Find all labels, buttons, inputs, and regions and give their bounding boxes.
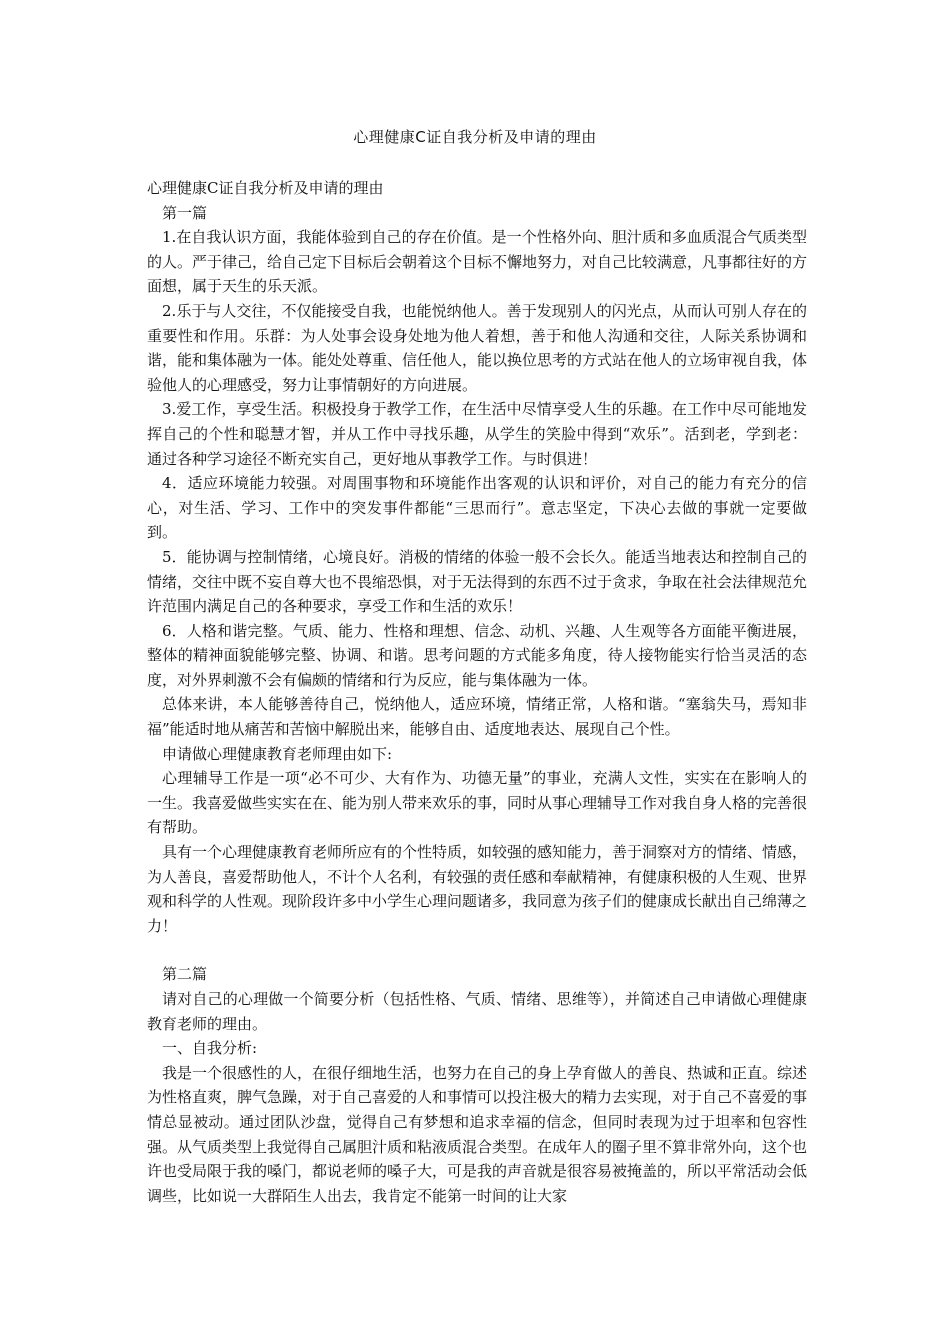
paragraph: 4．适应环境能力较强。对周围事物和环境能作出客观的认识和评价，对自己的能力有充分的信心，对生活、学习、工作中的突发事件都能“三思而行”。意志坚定，下决心去做的事就一定要做到。 — [147, 474, 807, 542]
paragraph: 6．人格和谐完整。气质、能力、性格和理想、信念、动机、兴趣、人生观等各方面能平衡进展，整体的精神面貌能够完整、协调、和谐。思考问题的方式能多角度，待人接物能实行恰当灵活的态度，对外界刺激不会有偏颇的情绪和行为反应，能与集体融为一体。 — [147, 621, 807, 689]
part2-heading: 第二篇 — [162, 965, 208, 984]
section-heading: 一、自我分析: — [162, 1039, 258, 1058]
paragraph: 3.爱工作，享受生活。积极投身于教学工作，在生活中尽情享受人生的乐趣。在工作中尽可能地发挥自己的个性和聪慧才智，并从工作中寻找乐趣，从学生的笑脸中得到“欢乐”。活到老，学到老：通过各种学习途径不断充实自己，更好地从事教学工作。与时俱进！ — [147, 400, 807, 468]
paragraph: 心理辅导工作是一项“必不可少、大有作为、功德无量”的事业，充满人文性，实实在在影响人的一生。我喜爱做些实实在在、能为别人带来欢乐的事，同时从事心理辅导工作对我自身人格的完善很有帮助。 — [147, 769, 808, 837]
paragraph: 具有一个心理健康教育老师所应有的个性特质，如较强的感知能力，善于洞察对方的情绪、情感，为人善良，喜爱帮助他人，不计个人名利，有较强的责任感和奉献精神，有健康积极的人生观、世界观和科学的人性观。现阶段许多中小学生心理问题诸多，我同意为孩子们的健康成长献出自己绵薄之力！ — [147, 843, 808, 935]
document-title: 心理健康C证自我分析及申请的理由 — [353, 128, 597, 146]
paragraph: 总体来讲，本人能够善待自己，悦纳他人，适应环境，情绪正常，人格和谐。“塞翁失马，焉知非福”能适时地从痛苦和苦恼中解脱出来，能够自由、适度地表达、展现自己个性。 — [147, 695, 807, 739]
part1-heading: 第一篇 — [162, 203, 208, 222]
paragraph: 2.乐于与人交往，不仅能接受自我，也能悦纳他人。善于发现别人的闪光点，从而认可别人存在的重要性和作用。乐群：为人处事会设身处地为他人着想，善于和他人沟通和交往，人际关系协调和谐，能和集体融为一体。能处处尊重、信任他人，能以换位思考的方式站在他人的立场审视自我，体验他人的心理感受，努力让事情朝好的方向进展。 — [147, 301, 808, 394]
document-body — [147, 176, 807, 1208]
paragraph: 我是一个很感性的人，在很仔细地生活，也努力在自己的身上孕育做人的善良、热诚和正直。综述为性格直爽，脾气急躁，对于自己喜爱的人和事情可以投注极大的精力去实现，对于自己不喜爱的事情总显被动。通过团队沙盘，觉得自己有梦想和追求幸福的信念，但同时表现为过于坦率和包容性强。从气质类型上我觉得自己属胆汁质和粘液质混合类型。在成年人的圈子里不算非常外向，这个也许也受局限于我的嗓门，都说老师的嗓子大，可是我的声音就是很容易被掩盖的，所以平常活动会低调些，比如说一大群陌生人出去，我肯定不能第一时间的让大家 — [147, 1063, 808, 1205]
document-subtitle: 心理健康C证自我分析及申请的理由 — [147, 179, 384, 197]
blank-line — [147, 938, 807, 962]
paragraph: 请对自己的心理做一个简要分析（包括性格、气质、情绪、思维等），并简述自己申请做心理健康教育老师的理由。 — [147, 990, 807, 1033]
paragraph: 申请做心理健康教育老师理由如下: — [162, 744, 393, 763]
paragraph: 5．能协调与控制情绪，心境良好。消极的情绪的体验一般不会长久。能适当地表达和控制自己的情绪，交往中既不妄自尊大也不畏缩恐惧，对于无法得到的东西不过于贪求，争取在社会法律规范允许范围内满足自己的各种要求，享受工作和生活的欢乐！ — [147, 547, 808, 616]
paragraph: 1.在自我认识方面，我能体验到自己的存在价值。是一个性格外向、胆汁质和多血质混合气质类型的人。严于律己，给自己定下目标后会朝着这个目标不懈地努力，对自己比较满意，凡事都往好的方面想，属于天生的乐天派。 — [147, 228, 808, 296]
